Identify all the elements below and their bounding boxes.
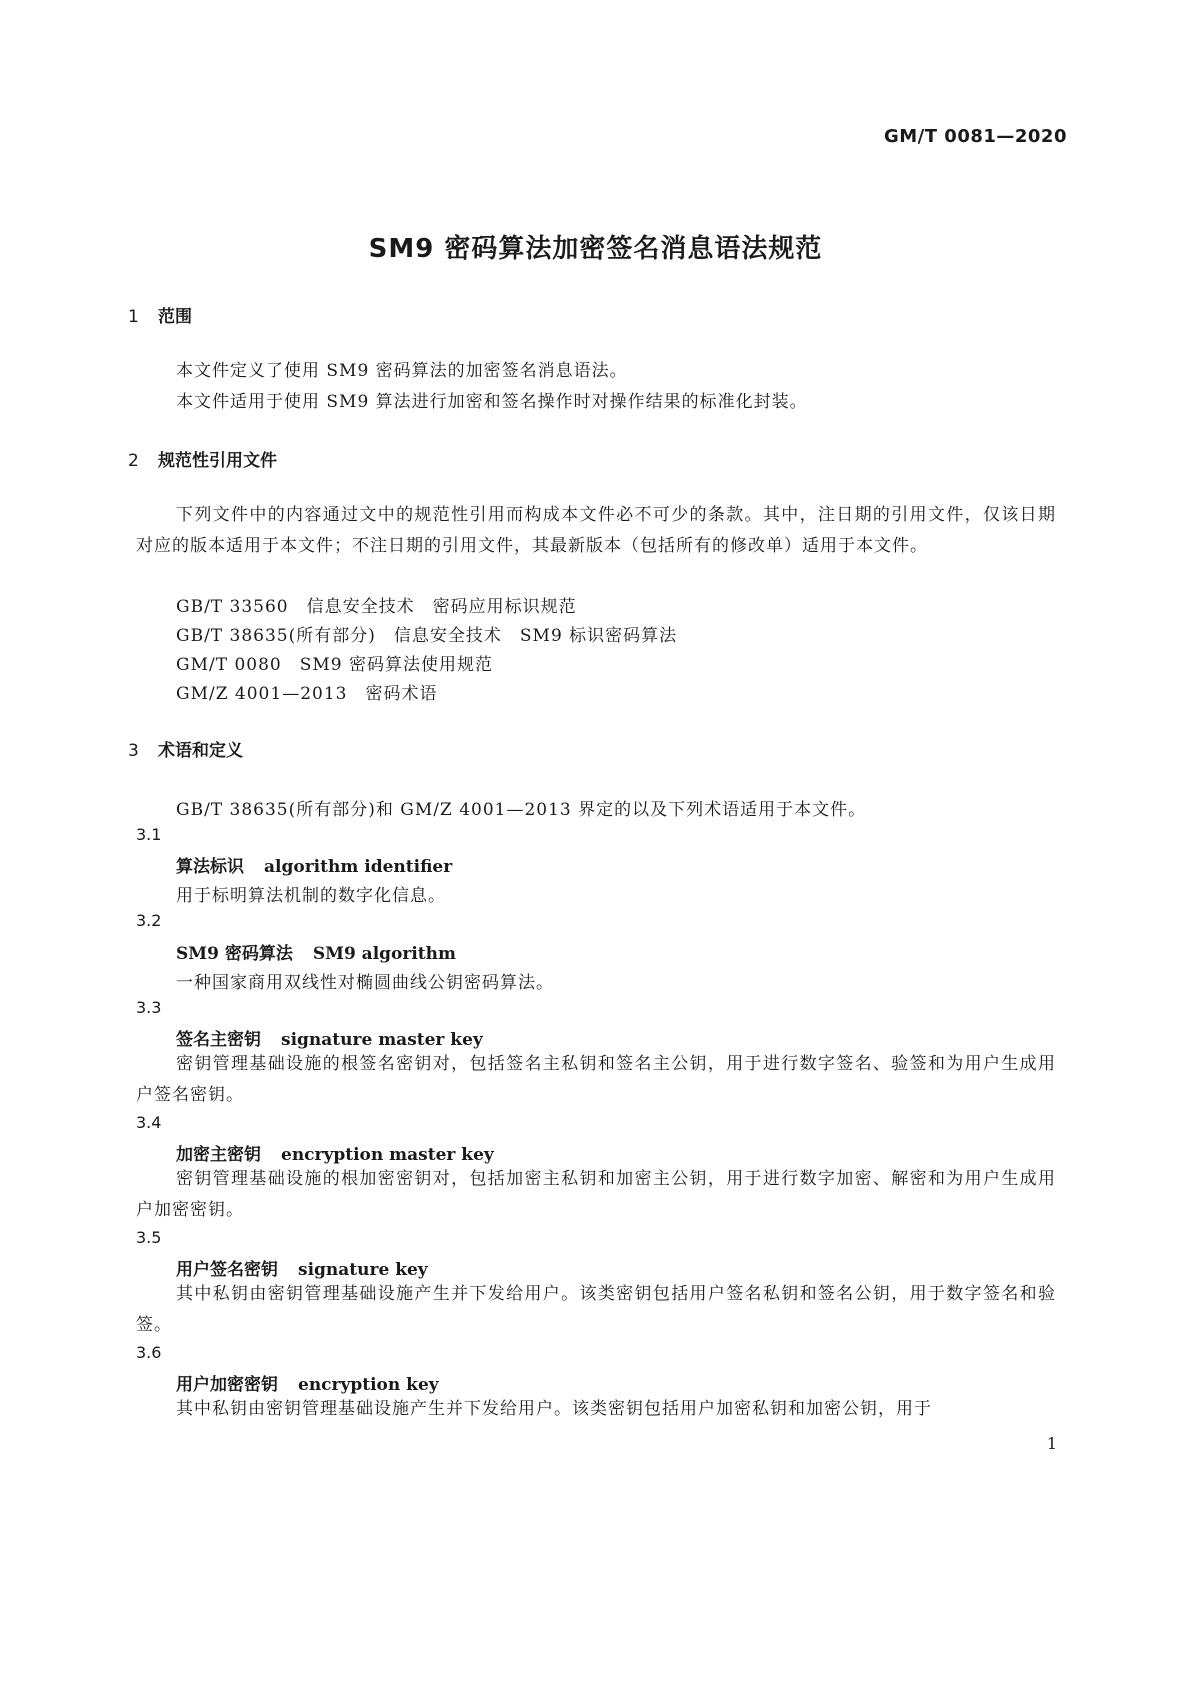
section-title: 术语和定义: [158, 741, 243, 761]
section-number: 1: [128, 307, 139, 327]
term-heading: [176, 1025, 483, 1050]
term-definition: 一种国家商用双线性对椭圆曲线公钥密码算法。: [176, 973, 554, 993]
section-title: 范围: [158, 307, 192, 327]
section-2-intro: 下列文件中的内容通过文中的规范性引用而构成本文件必不可少的条款。其中，注日期的引用文件，仅该日期对应的版本适用于本文件；不注日期的引用文件，其最新版本（包括所有的修改单）适用于本文件。: [136, 505, 1056, 556]
clause-number: 3.6: [136, 1343, 162, 1362]
section-2-heading: [128, 446, 277, 471]
document-code: GM/T 0081—2020: [883, 126, 1067, 147]
clause-number: 3.2: [136, 911, 162, 930]
section-title: 规范性引用文件: [158, 451, 277, 471]
term-english: signature key: [298, 1260, 428, 1280]
term-english: encryption master key: [281, 1145, 494, 1165]
term-english: signature master key: [281, 1030, 483, 1050]
term-definition: 其中私钥由密钥管理基础设施产生并下发给用户。该类密钥包括用户加密私钥和加密公钥，用于: [176, 1399, 932, 1419]
term-definition: 密钥管理基础设施的根加密密钥对，包括加密主私钥和加密主公钥，用于进行数字加密、解密和为用户生成用户加密密钥。: [136, 1169, 1056, 1220]
document-title: SM9 密码算法加密签名消息语法规范: [368, 234, 823, 264]
section-1-paragraph-1: 本文件定义了使用 SM9 密码算法的加密签名消息语法。: [176, 361, 628, 381]
section-number: 2: [128, 451, 139, 471]
term-english: encryption key: [298, 1375, 439, 1395]
section-3-heading: [128, 736, 243, 761]
term-chinese: 算法标识: [176, 857, 244, 877]
term-heading: [176, 1140, 494, 1165]
section-1-heading: [128, 302, 192, 327]
term-english: SM9 algorithm: [312, 944, 456, 964]
reference-item: GB/T 38635(所有部分) 信息安全技术 SM9 标识密码算法: [176, 626, 678, 646]
term-chinese: SM9 密码算法: [176, 944, 293, 964]
reference-item: GM/T 0080 SM9 密码算法使用规范: [176, 655, 493, 675]
term-chinese: 加密主密钥: [176, 1145, 261, 1165]
reference-item: GM/Z 4001—2013 密码术语: [176, 684, 438, 704]
clause-number: 3.5: [136, 1228, 162, 1247]
term-chinese: 签名主密钥: [176, 1030, 261, 1050]
term-chinese: 用户签名密钥: [176, 1260, 278, 1280]
term-definition: 其中私钥由密钥管理基础设施产生并下发给用户。该类密钥包括用户签名私钥和签名公钥，用于数字签名和验签。: [136, 1284, 1056, 1335]
clause-number: 3.4: [136, 1113, 162, 1132]
term-english: algorithm identifier: [264, 857, 453, 877]
term-heading: [176, 939, 456, 964]
page-number: 1: [1046, 1434, 1057, 1453]
clause-number: 3.1: [136, 825, 162, 844]
clause-number: 3.3: [136, 998, 162, 1017]
reference-item: GB/T 33560 信息安全技术 密码应用标识规范: [176, 597, 577, 617]
term-heading: [176, 1370, 439, 1395]
term-chinese: 用户加密密钥: [176, 1375, 278, 1395]
term-definition: 用于标明算法机制的数字化信息。: [176, 886, 446, 906]
section-number: 3: [128, 741, 139, 761]
term-definition: 密钥管理基础设施的根签名密钥对，包括签名主私钥和签名主公钥，用于进行数字签名、验签和为用户生成用户签名密钥。: [136, 1054, 1056, 1105]
section-1-paragraph-2: 本文件适用于使用 SM9 算法进行加密和签名操作时对操作结果的标准化封装。: [176, 392, 808, 412]
section-3-intro: GB/T 38635(所有部分)和 GM/Z 4001—2013 界定的以及下列术语适用于本文件。: [176, 800, 867, 820]
term-heading: [176, 852, 452, 877]
term-heading: [176, 1255, 428, 1280]
